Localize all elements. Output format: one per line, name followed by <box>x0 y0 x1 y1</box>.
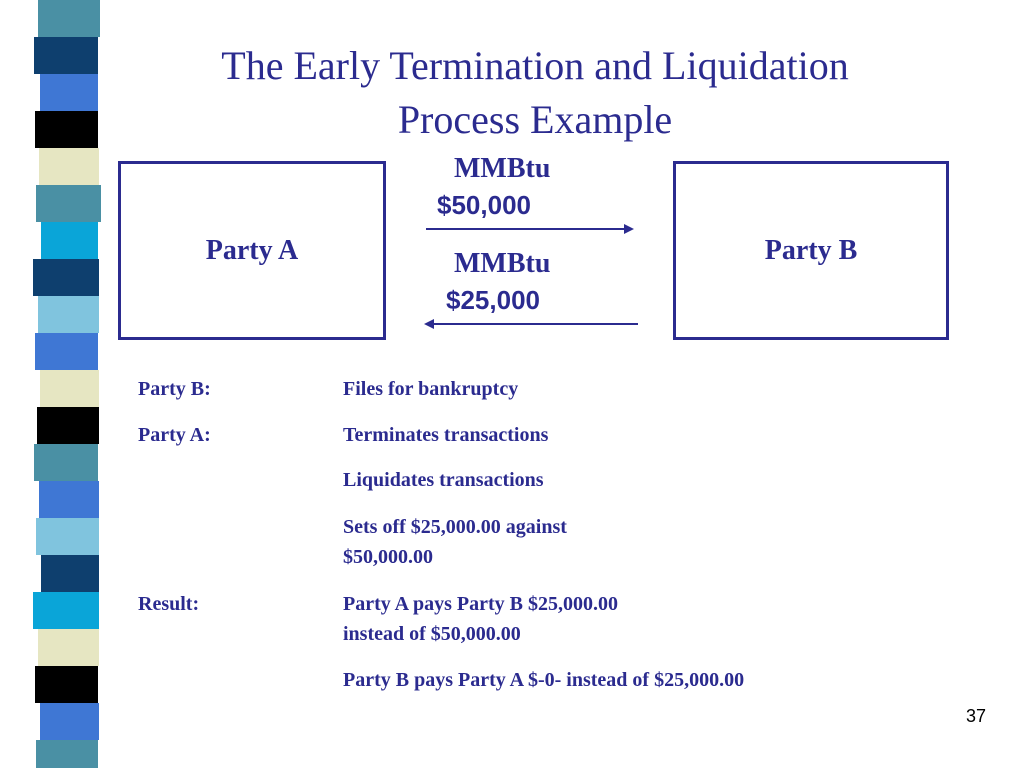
decorative-stripe <box>39 148 99 185</box>
decorative-stripe <box>38 296 99 333</box>
flow-bottom-amount: $25,000 <box>446 285 540 315</box>
decorative-stripe <box>41 555 99 592</box>
decorative-stripe <box>33 592 99 629</box>
page-number: 37 <box>966 706 987 726</box>
detail-text: Party A pays Party B $25,000.00 <box>343 593 618 615</box>
party-a-label: Party A <box>205 234 299 266</box>
detail-text: Party B pays Party A $-0- instead of $25,000.00 <box>343 669 745 691</box>
slide-title-line-1: The Early Termination and Liquidation <box>221 43 849 88</box>
right-arrow-icon <box>426 222 636 236</box>
detail-text: $50,000.00 <box>343 546 433 568</box>
decorative-stripe <box>40 703 99 740</box>
decorative-stripe <box>36 740 98 768</box>
party-a-box <box>118 161 386 340</box>
decorative-stripe <box>36 185 101 222</box>
decorative-stripe <box>40 74 98 111</box>
detail-text: Files for bankruptcy <box>343 378 519 400</box>
decorative-stripe <box>34 444 98 481</box>
decorative-stripe <box>35 111 98 148</box>
decorative-stripe <box>33 259 99 296</box>
party-b-label: Party B <box>764 234 858 266</box>
decorative-stripe <box>37 407 99 444</box>
party-b-box <box>673 161 949 340</box>
decorative-stripe <box>35 666 98 703</box>
flow-top-unit: MMBtu <box>454 153 551 184</box>
detail-text: Sets off $25,000.00 against <box>343 516 567 538</box>
left-arrow-icon <box>424 317 640 331</box>
flow-bottom-unit: MMBtu <box>454 248 551 279</box>
decorative-stripe <box>36 518 99 555</box>
decorative-stripe-bar <box>0 0 120 768</box>
slide-title-line-2: Process Example <box>397 97 673 142</box>
detail-text: Terminates transactions <box>343 424 549 446</box>
detail-label-party-a: Party A: <box>138 424 211 446</box>
detail-label-party-b: Party B: <box>138 378 211 400</box>
decorative-stripe <box>39 481 99 518</box>
flow-top-amount: $50,000 <box>437 190 531 220</box>
decorative-stripe <box>35 333 98 370</box>
detail-text: Liquidates transactions <box>343 469 544 491</box>
detail-label-result: Result: <box>138 593 200 615</box>
detail-text: instead of $50,000.00 <box>343 623 521 645</box>
decorative-stripe <box>40 370 99 407</box>
decorative-stripe <box>38 629 99 666</box>
decorative-stripe <box>34 37 98 74</box>
decorative-stripe <box>41 222 98 259</box>
decorative-stripe <box>38 0 100 37</box>
